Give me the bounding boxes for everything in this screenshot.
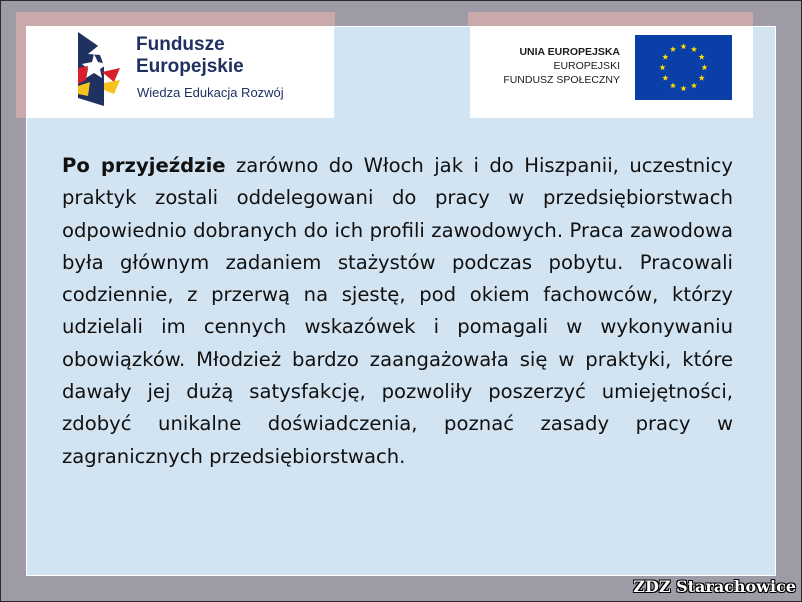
- ue-line1: UNIA EUROPEJSKA: [519, 46, 620, 58]
- fe-title-line2: Europejskie: [136, 56, 244, 77]
- eu-star: [701, 64, 707, 70]
- ue-line3: FUNDUSZ SPOŁECZNY: [503, 74, 620, 86]
- eu-star: [662, 54, 668, 60]
- eu-flag-icon: [635, 35, 732, 100]
- fundusze-europejskie-title: [136, 34, 244, 78]
- watermark: ZDZ Starachowice: [633, 577, 796, 596]
- eu-star: [680, 43, 686, 49]
- eu-star: [670, 82, 676, 88]
- body-paragraph: [62, 150, 733, 473]
- ue-line2: EUROPEJSKI: [553, 60, 620, 72]
- fe-title-line1: Fundusze: [136, 34, 225, 55]
- body-lead-bold: Po przyjeździe: [62, 154, 226, 177]
- fundusze-europejskie-icon: [74, 28, 120, 108]
- fundusze-europejskie-subtitle: Wiedza Edukacja Rozwój: [137, 85, 284, 100]
- ue-logo-text: [503, 45, 620, 87]
- eu-star: [670, 46, 676, 52]
- eu-star: [691, 82, 697, 88]
- eu-star: [699, 75, 705, 81]
- eu-star: [680, 85, 686, 91]
- eu-star: [691, 46, 697, 52]
- body-text: zarówno do Włoch jak i do Hiszpanii, uczestnicy praktyk zostali oddelegowani do pracy w przedsiębiorstwach odpowiednio dobranych do ich profili zawodowych. Praca zawodowa była głównym zadaniem stażystów podczas pobytu. Pracowali codziennie, z przerwą na sjestę, pod okiem fachowców, którzy udzielali im cennych wskazówek i pomagali w wykonywaniu obowiązków. Młodzież bardzo zaangażowała się w praktyki, które dawały jej dużą satysfakcję, pozwoliły poszerzyć umiejętności, zdobyć unikalne doświadczenia, poznać zasady pracy w zagranicznych przedsiębiorstwach.: [62, 154, 733, 468]
- unia-europejska-logo: [470, 26, 753, 118]
- eu-star: [699, 54, 705, 60]
- eu-star: [659, 64, 665, 70]
- fundusze-europejskie-logo: [26, 26, 334, 118]
- eu-star: [662, 75, 668, 81]
